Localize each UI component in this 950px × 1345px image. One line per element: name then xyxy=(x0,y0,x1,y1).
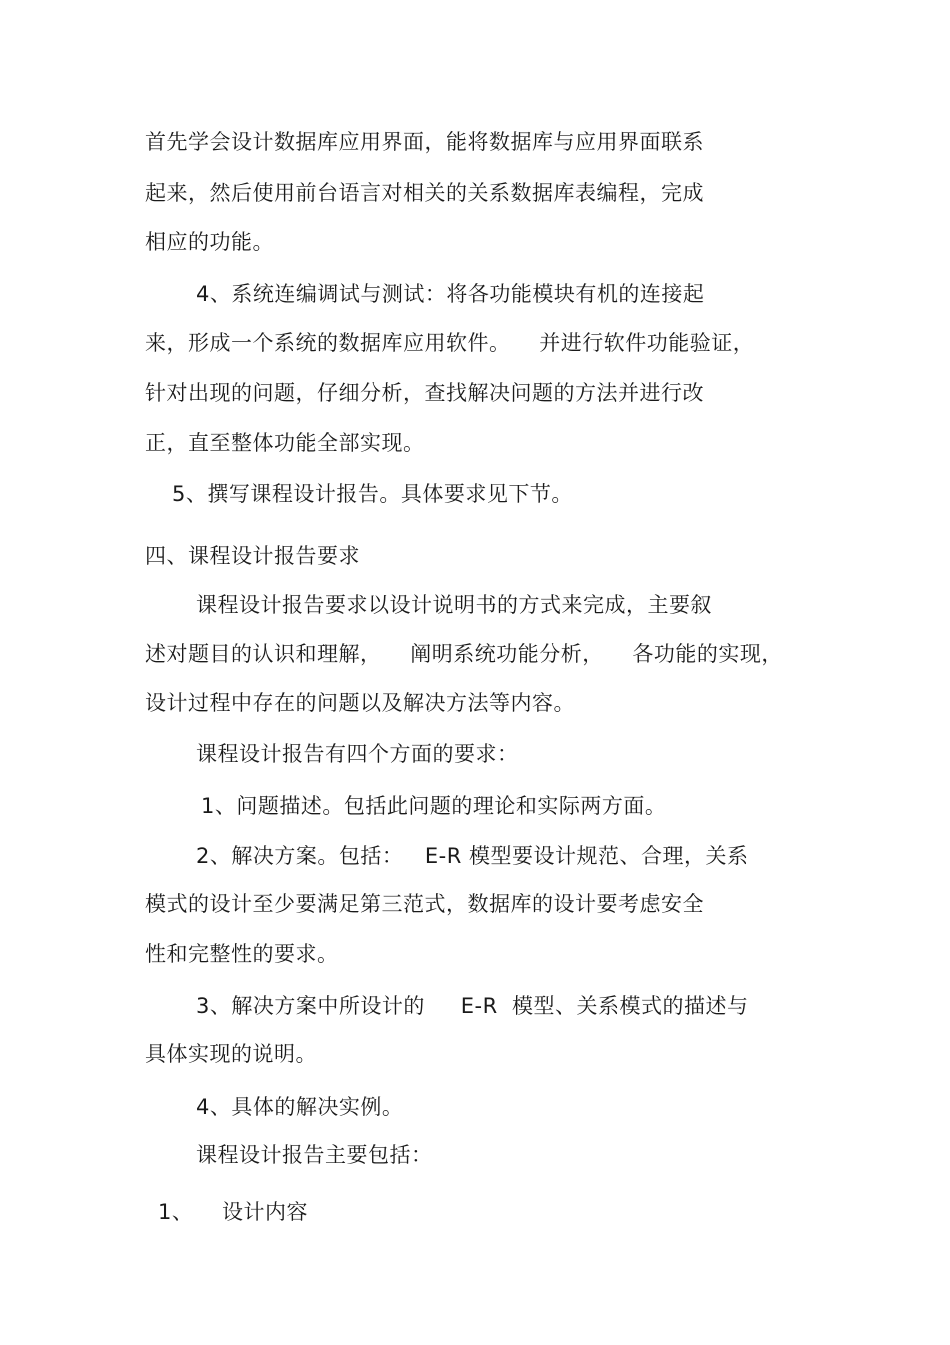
body-text-line: 课程设计报告有四个方面的要求： xyxy=(196,742,519,766)
body-text-line: 来，形成一个系统的数据库应用软件。 并进行软件功能验证， xyxy=(145,331,755,355)
body-text-line: 起来，然后使用前台语言对相关的关系数据库表编程，完成 xyxy=(145,181,704,205)
body-text-line: 相应的功能。 xyxy=(145,230,274,254)
requirement-item-1: 1、问题描述。包括此问题的理论和实际两方面。 xyxy=(201,794,667,818)
list-item-5: 5、撰写课程设计报告。具体要求见下节。 xyxy=(172,482,573,506)
requirement-item-3: 3、解决方案中所设计的 E-R 模型、关系模式的描述与 xyxy=(196,994,749,1018)
body-text-line: 设计过程中存在的问题以及解决方法等内容。 xyxy=(145,691,575,715)
requirement-item-4: 4、具体的解决实例。 xyxy=(196,1095,404,1119)
section-heading: 四、课程设计报告要求 xyxy=(145,544,360,568)
body-text-line: 正，直至整体功能全部实现。 xyxy=(145,431,425,455)
body-text-line: 具体实现的说明。 xyxy=(145,1042,317,1066)
list-item-4: 4、系统连编调试与测试：将各功能模块有机的连接起 xyxy=(196,282,705,306)
body-text-line: 述对题目的认识和理解， 阐明系统功能分析， 各功能的实现， xyxy=(145,642,783,666)
body-text-line: 课程设计报告要求以设计说明书的方式来完成，主要叙 xyxy=(196,593,712,617)
requirement-item-2: 2、解决方案。包括： E-R 模型要设计规范、合理，关系 xyxy=(196,844,749,868)
body-text-line: 首先学会设计数据库应用界面，能将数据库与应用界面联系 xyxy=(145,130,704,154)
content-item-1: 1、 设计内容 xyxy=(158,1200,309,1224)
body-text-line: 针对出现的问题，仔细分析，查找解决问题的方法并进行改 xyxy=(145,381,704,405)
body-text-line: 课程设计报告主要包括： xyxy=(196,1143,433,1167)
body-text-line: 性和完整性的要求。 xyxy=(145,942,339,966)
body-text-line: 模式的设计至少要满足第三范式，数据库的设计要考虑安全 xyxy=(145,892,704,916)
